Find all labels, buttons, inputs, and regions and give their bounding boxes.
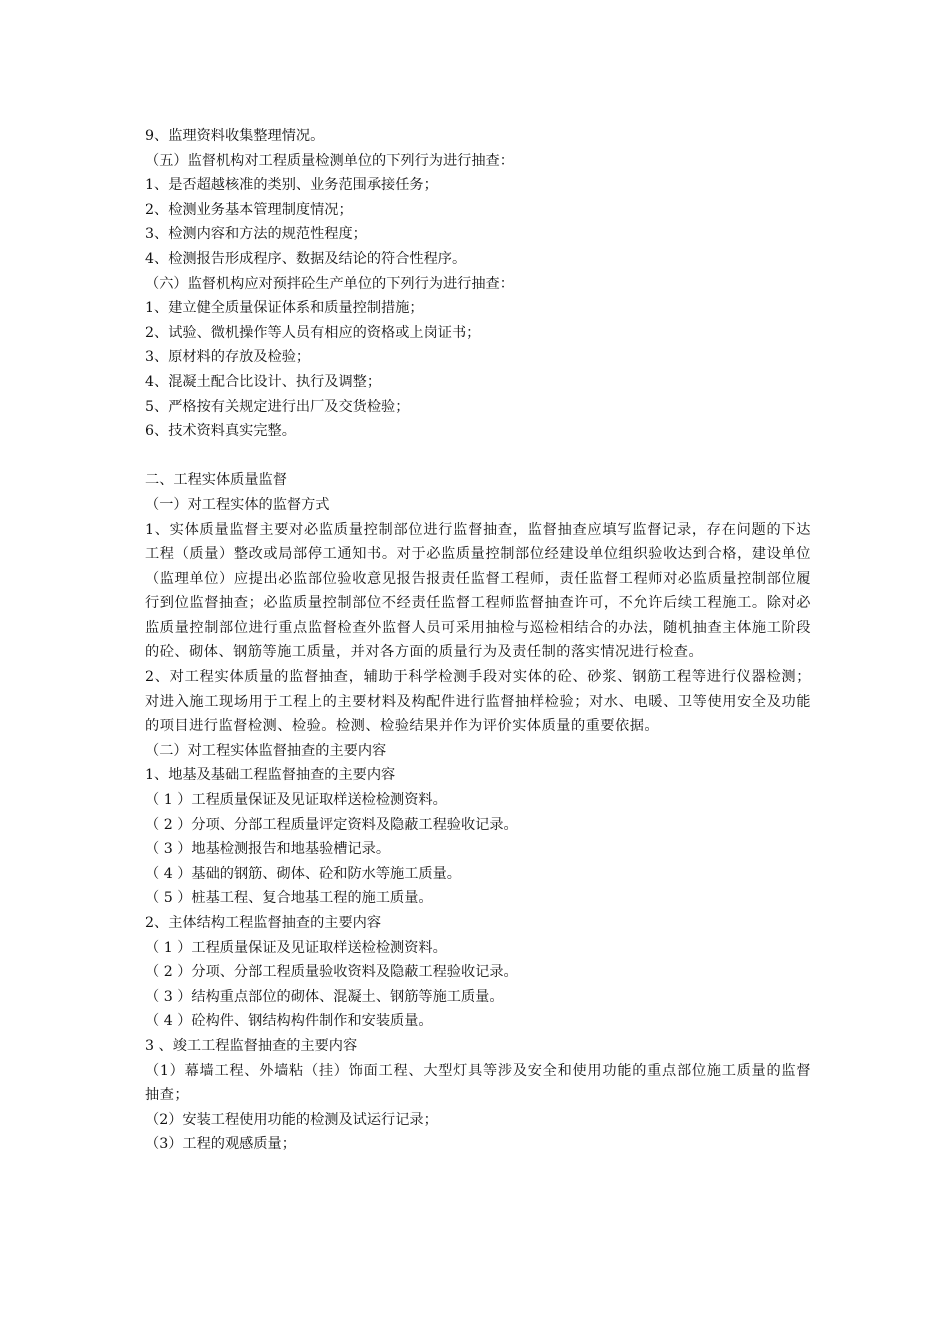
list-item: 3、检测内容和方法的规范性程度； [145, 226, 367, 243]
list-item: （ 2 ）分项、分部工程质量验收资料及隐蔽工程验收记录。 [145, 964, 518, 981]
list-item: （ 2 ）分项、分部工程质量评定资料及隐蔽工程验收记录。 [145, 816, 518, 833]
list-item: 2、检测业务基本管理制度情况； [145, 201, 353, 218]
list-item: （ 3 ）结构重点部位的砌体、混凝土、钢筋等施工质量。 [145, 988, 504, 1005]
list-item: 2、试验、微机操作等人员有相应的资格或上岗证书； [145, 324, 481, 341]
list-item: 5、严格按有关规定进行出厂及交货检验； [145, 398, 410, 415]
list-item: （ 5 ）桩基工程、复合地基工程的施工质量。 [145, 890, 433, 907]
paragraph: 1、实体质量监督主要对必监质量控制部位进行监督抽查，监督抽查应填写监督记录，存在问题的下达工程（质量）整改或局部停工通知书。对于必监质量控制部位经建设单位组织验收达到合格，建设单位（监理单位）应提出必监部位验收意见报告报责任监督工程师，责任监督工程师对必监质量控制部位履行到位监督抽查；必监质量控制部位不经责任监督工程师监督抽查许可，不允许后续工程施工。除对必监质量控制部位进行重点监督检查外监督人员可采用抽检与巡检相结合的办法，随机抽查主体施工阶段的砼、砌体、钢筋等施工质量，并对各方面的质量行为及责任制的落实情况进行检查。 [145, 521, 811, 661]
section-heading: 二、工程实体质量监督 [145, 472, 287, 489]
list-item: 3 、竣工工程监督抽查的主要内容 [145, 1037, 358, 1054]
list-item: 3、原材料的存放及检验； [145, 349, 311, 366]
subsection-heading: （一）对工程实体的监督方式 [145, 496, 330, 513]
list-item: （ 4 ）砼构件、钢结构构件制作和安装质量。 [145, 1013, 433, 1030]
subsection-heading: （五）监督机构对工程质量检测单位的下列行为进行抽查： [145, 152, 514, 169]
list-item: （ 3 ）地基检测报告和地基验槽记录。 [145, 841, 391, 858]
subsection-heading: （二）对工程实体监督抽查的主要内容 [145, 742, 387, 759]
paragraph: 2、对工程实体质量的监督抽查，辅助于科学检测手段对实体的砼、砂浆、钢筋工程等进行仪器检测；对进入施工现场用于工程上的主要材料及构配件进行监督抽样检验；对水、电暖、卫等使用安全及功能的项目进行监督检测、检验。检测、检验结果并作为评价实体质量的重要依据。 [145, 669, 811, 735]
list-item: 1、建立健全质量保证体系和质量控制措施； [145, 300, 424, 317]
list-item: 4、检测报告形成程序、数据及结论的符合性程序。 [145, 250, 467, 267]
document-page [145, 124, 811, 1157]
list-item: （ 1 ）工程质量保证及见证取样送检检测资料。 [145, 939, 447, 956]
list-item: 4、混凝土配合比设计、执行及调整； [145, 373, 382, 390]
list-item: 1、地基及基础工程监督抽查的主要内容 [145, 767, 396, 784]
text-line: 9、监理资料收集整理情况。 [145, 128, 325, 144]
list-item: （ 4 ）基础的钢筋、砌体、砼和防水等施工质量。 [145, 865, 461, 882]
blank-line [145, 444, 811, 469]
list-item: （ 1 ）工程质量保证及见证取样送检检测资料。 [145, 792, 447, 809]
list-item: 6、技术资料真实完整。 [145, 423, 296, 440]
list-item: （2）安装工程使用功能的检测及试运行记录； [145, 1111, 438, 1128]
list-item: 1、是否超越核准的类别、业务范围承接任务； [145, 177, 438, 194]
list-item: （3）工程的观感质量； [145, 1136, 296, 1153]
subsection-heading: （六）监督机构应对预拌砼生产单位的下列行为进行抽查： [145, 275, 514, 292]
list-item: 2、主体结构工程监督抽查的主要内容 [145, 915, 382, 931]
paragraph: （1）幕墙工程、外墙粘（挂）饰面工程、大型灯具等涉及安全和使用功能的重点部位施工质量的监督抽查； [145, 1062, 811, 1104]
